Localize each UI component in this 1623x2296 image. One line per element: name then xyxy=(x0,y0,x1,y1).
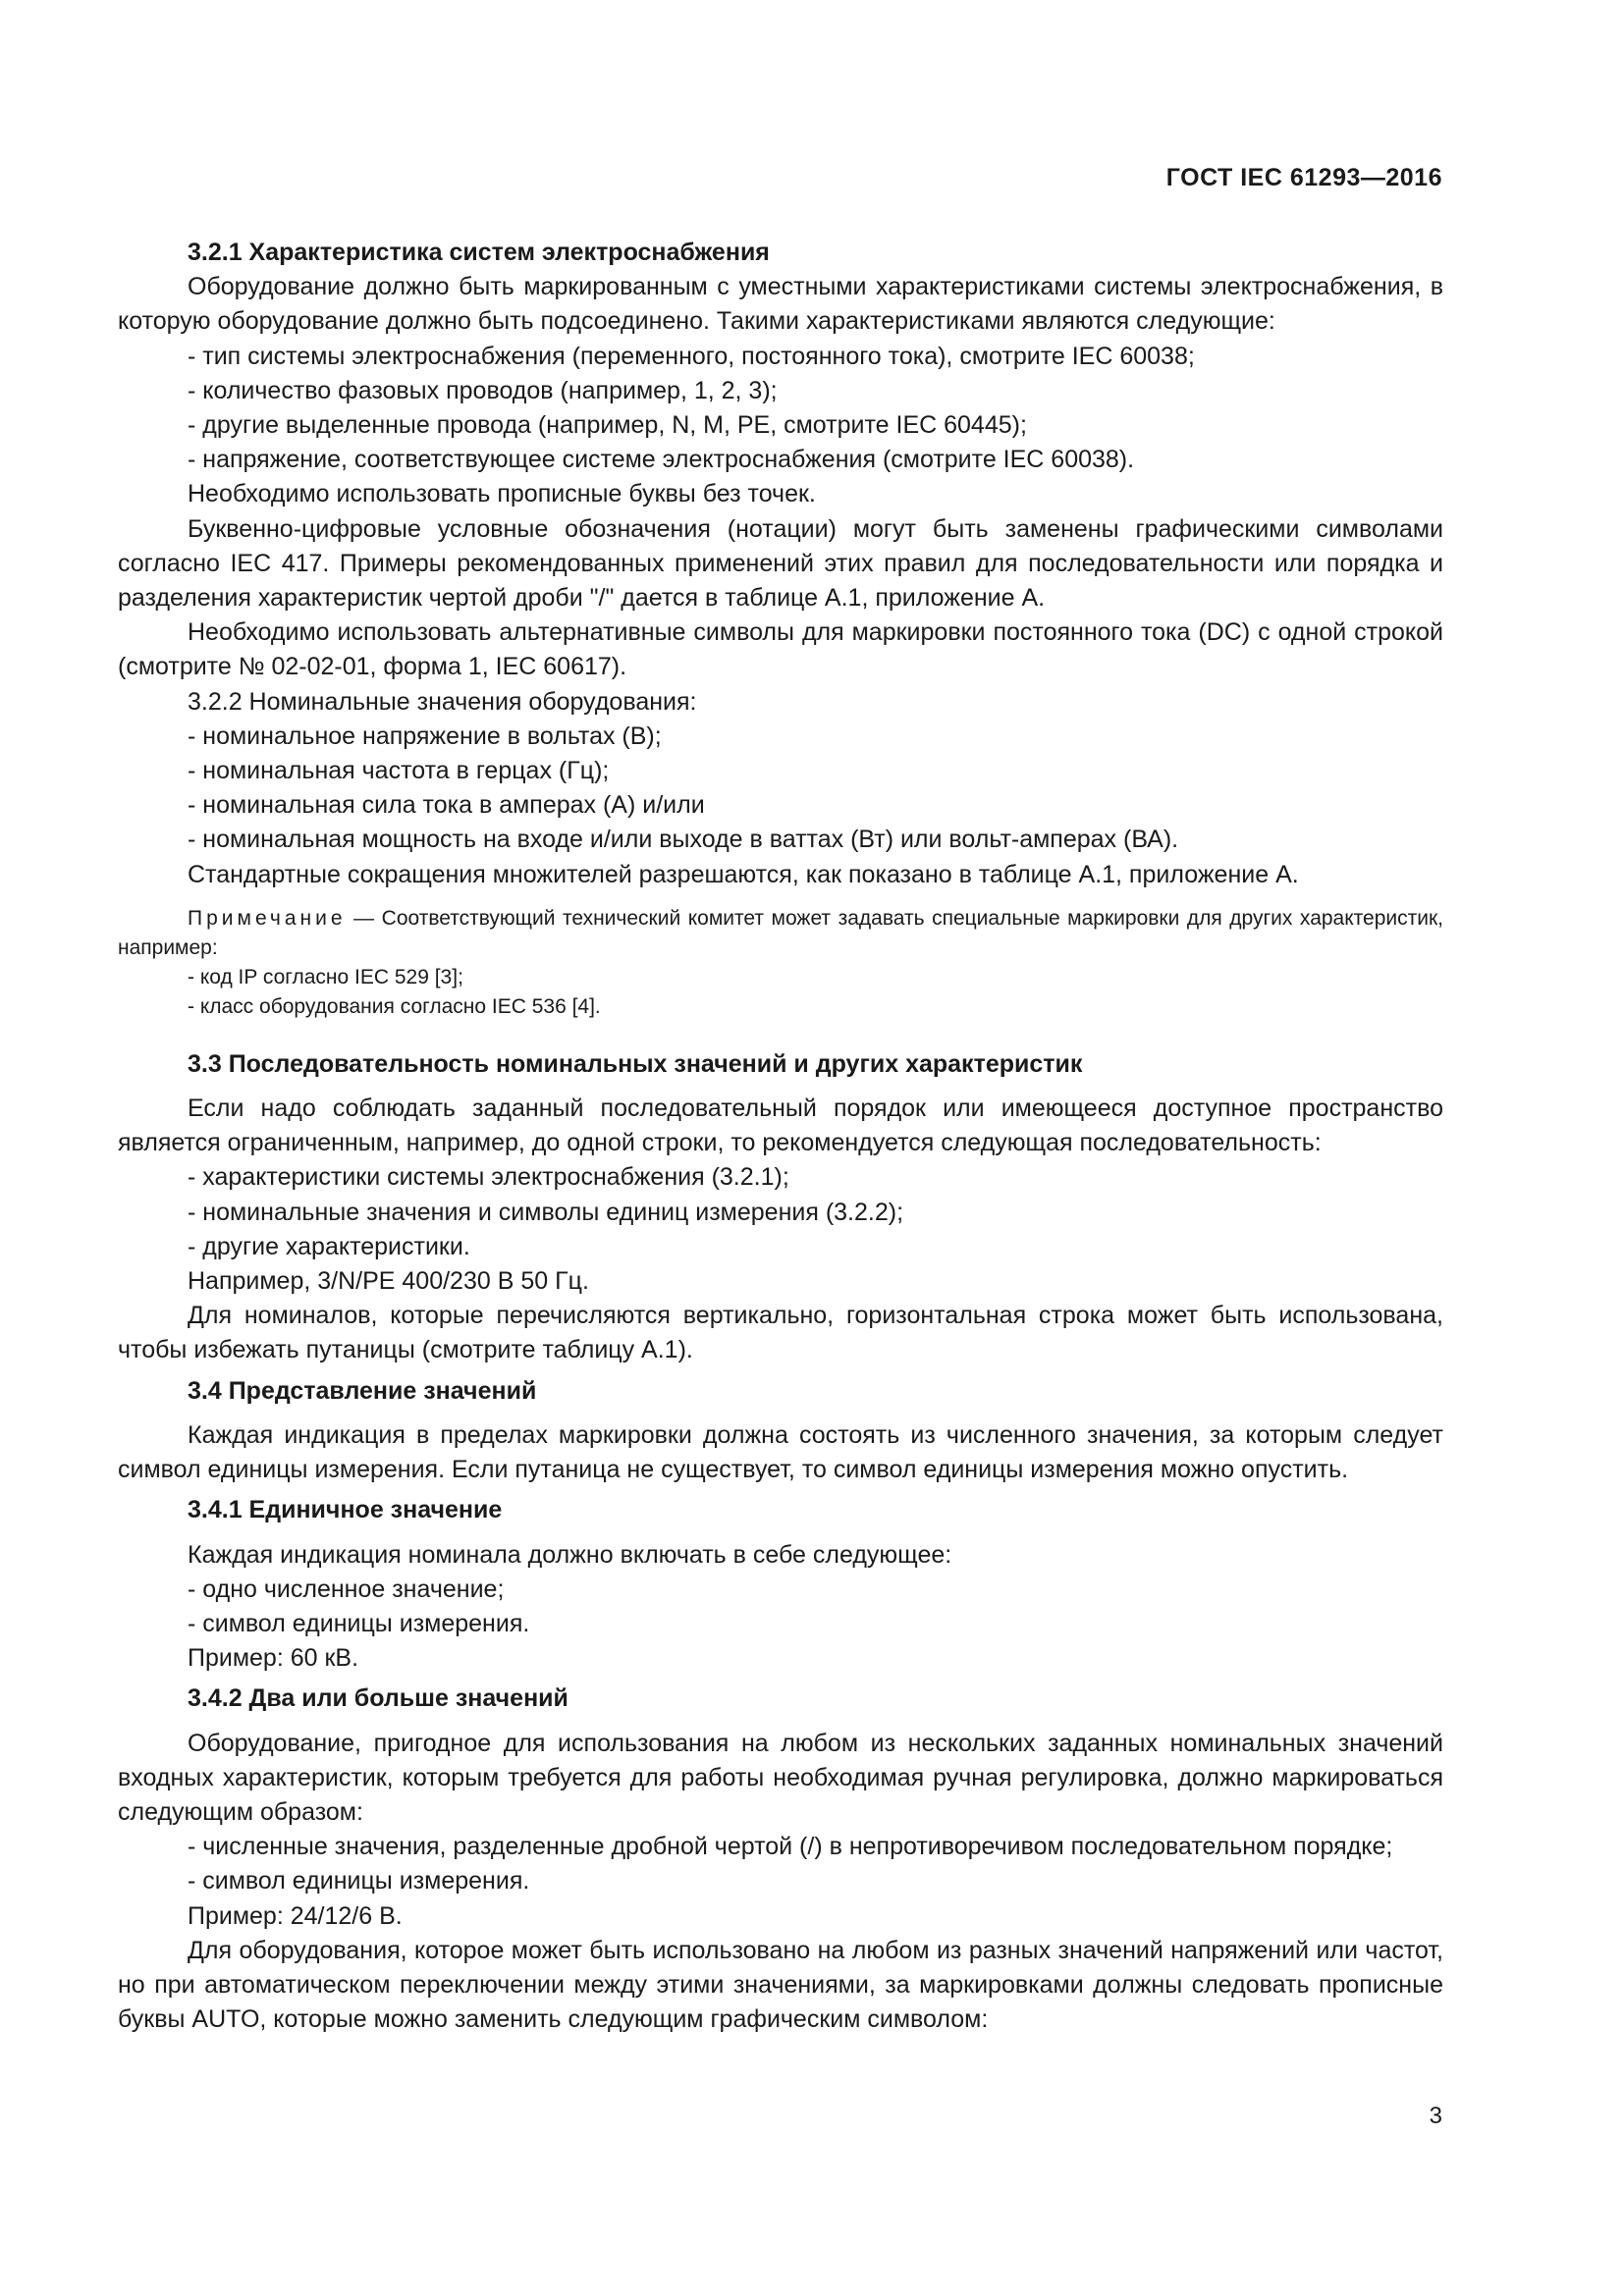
paragraph: Оборудование, пригодное для использования на любом из нескольких заданных номинальных значений входных характеристик, которым требуется для работы необходимая ручная регулировка, должно маркироваться следующим образом: xyxy=(118,1729,1443,1826)
paragraph: Например, 3/N/PE 400/230 В 50 Гц. xyxy=(188,1267,589,1296)
list-item: - номинальная сила тока в амперах (А) и/или xyxy=(188,791,705,820)
paragraph: Стандартные сокращения множителей разрешаются, как показано в таблице А.1, приложение А. xyxy=(188,860,1299,888)
list-item: - номинальная частота в герцах (Гц); xyxy=(188,757,610,785)
note-list-item: - код IP согласно IEC 529 [3]; xyxy=(188,965,463,988)
section-3-2-1-heading: 3.2.1 Характеристика систем электроснабжения xyxy=(188,239,770,266)
paragraph: Необходимо использовать альтернативные символы для маркировки постоянного тока (DC) с одной строкой (смотрите № 02-02-01, форма 1, IEC 60617). xyxy=(118,618,1443,681)
document-body xyxy=(118,236,1443,2037)
list-item: - напряжение, соответствующее системе электроснабжения (смотрите IEC 60038). xyxy=(188,446,1135,474)
section-3-2-2-heading: 3.2.2 Номинальные значения оборудования: xyxy=(188,687,697,716)
list-item: - одно численное значение; xyxy=(188,1575,505,1603)
paragraph: Каждая индикация в пределах маркировки должна состоять из численного значения, за которым следует символ единицы измерения. Если путаница не существует, то символ единицы измерения можно опустить. xyxy=(118,1420,1443,1484)
note-label: Примечание xyxy=(188,906,347,930)
paragraph: Оборудование должно быть маркированным с уместными характеристиками системы электроснабжения, в которую оборудование должно быть подсоединено. Такими характеристиками являются следующие: xyxy=(118,273,1443,336)
note-body: — Соответствующий технический комитет может задавать специальные маркировки для других характеристик, например: xyxy=(118,906,1443,959)
list-item: - номинальная мощность на входе и/или выходе в ваттах (Вт) или вольт-амперах (ВА). xyxy=(188,826,1179,854)
list-item: - символ единицы измерения. xyxy=(188,1609,530,1637)
note-list-item: - класс оборудования согласно IEC 536 [4]. xyxy=(188,994,601,1018)
section-3-3-heading: 3.3 Последовательность номинальных значений и других характеристик xyxy=(188,1049,1083,1078)
paragraph: Для номиналов, которые перечисляются вертикально, горизонтальная строка может быть использована, чтобы избежать путаницы (смотрите таблицу А.1). xyxy=(118,1302,1443,1364)
paragraph: Пример: 24/12/6 В. xyxy=(188,1901,403,1930)
page-number: 3 xyxy=(1429,2103,1442,2129)
paragraph: Для оборудования, которое может быть использовано на любом из разных значений напряжений или частот, но при автоматическом переключении между этими значениями, за маркировками должны следовать прописные буквы AUTO, которые можно заменить следующим графическим символом: xyxy=(118,1936,1443,2034)
list-item: - другие выделенные провода (например, N, M, PE, смотрите IEC 60445); xyxy=(188,411,1027,440)
note-text xyxy=(118,904,1443,963)
paragraph: Пример: 60 кВ. xyxy=(188,1644,359,1673)
list-item: - другие характеристики. xyxy=(188,1232,470,1260)
document-header: ГОСТ IEC 61293—2016 xyxy=(1165,164,1442,191)
paragraph: - численные значения, разделенные дробной чертой (/) в непротиворечивом последовательном порядке; xyxy=(188,1833,1393,1861)
paragraph: Каждая индикация номинала должно включать в себе следующее: xyxy=(188,1540,952,1569)
paragraph: - символ единицы измерения. xyxy=(188,1867,530,1896)
section-3-4-heading: 3.4 Представление значений xyxy=(188,1376,537,1405)
paragraph: Необходимо использовать прописные буквы без точек. xyxy=(188,480,816,508)
paragraph: Если надо соблюдать заданный последовательный порядок или имеющееся доступное пространство является ограниченным, например, до одной строки, то рекомендуется следующая последовательность: xyxy=(118,1095,1443,1157)
list-item: - количество фазовых проводов (например, 1, 2, 3); xyxy=(188,376,778,404)
list-item: - тип системы электроснабжения (переменного, постоянного тока), смотрите IEC 60038; xyxy=(188,342,1195,370)
list-item: - номинальное напряжение в вольтах (В); xyxy=(188,721,662,750)
note-block xyxy=(118,904,1443,1022)
section-3-4-1-heading: 3.4.1 Единичное значение xyxy=(188,1496,503,1524)
list-item: - характеристики системы электроснабжения (3.2.1); xyxy=(188,1163,789,1192)
list-item: - номинальные значения и символы единиц измерения (3.2.2); xyxy=(188,1198,904,1226)
paragraph: Буквенно-цифровые условные обозначения (нотации) могут быть заменены графическими символами согласно IEC 417. Примеры рекомендованных применений этих правил для последовательности или порядка и разделения характеристик чертой дроби "/" дается в таблице А.1, приложение А. xyxy=(118,514,1443,613)
section-3-4-2-heading: 3.4.2 Два или больше значений xyxy=(188,1684,568,1713)
